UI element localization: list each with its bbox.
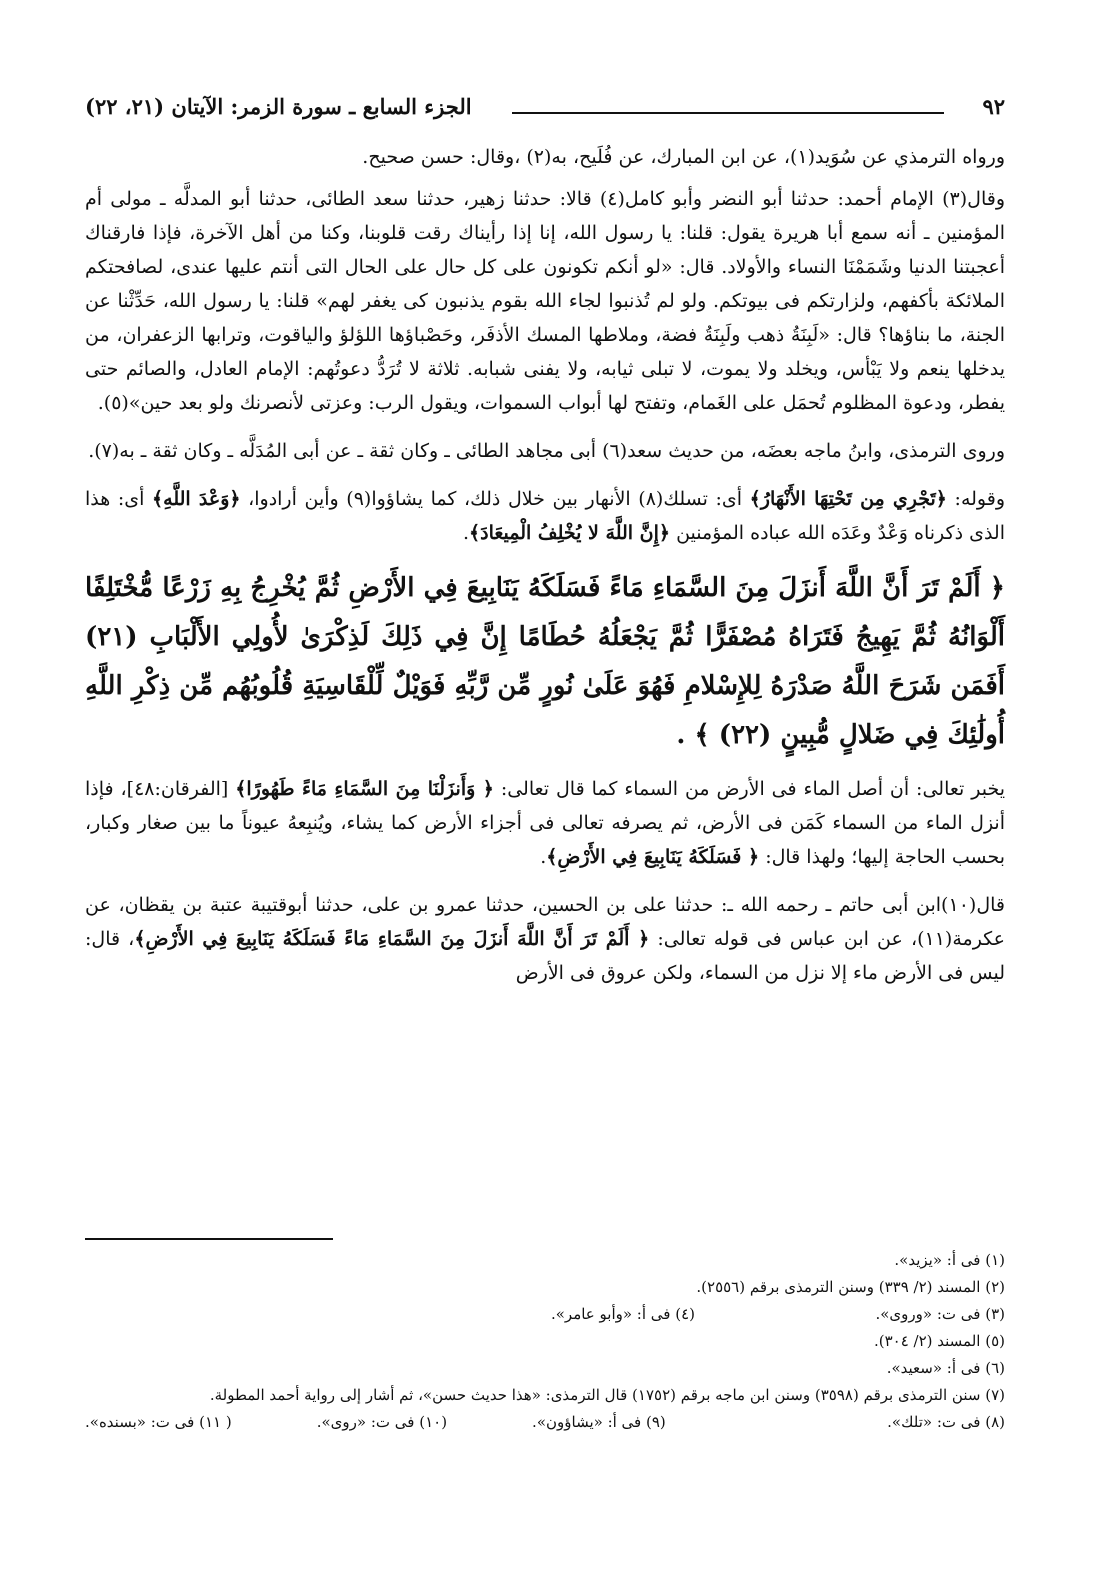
main-text <box>85 140 1005 990</box>
footnote-rule <box>85 1238 333 1240</box>
paragraph-riwaya: وروى الترمذى، وابنُ ماجه بعضَه، من حديث سعد(٦) أبى مجاهد الطائى ـ وكان ثقة ـ عن أبى المُدَلَّه ـ وكان ثقة ـ به(٧). <box>88 440 1005 462</box>
quran-verse-block: ﴿ أَلَمْ تَرَ أَنَّ اللَّهَ أَنزَلَ مِنَ السَّمَاءِ مَاءً فَسَلَكَهُ يَنَابِيعَ فِي الأَرْضِ ثُمَّ يُخْرِجُ بِهِ زَرْعًا مُّخْتَلِفًا أَلْوَانُهُ ثُمَّ يَهِيجُ فَتَرَاهُ مُصْفَرًّا ثُمَّ يَجْعَلُهُ حُطَامًا إِنَّ فِي ذَلِكَ لَذِكْرَىٰ لأُولِي الأَلْبَابِ (٢١) أَفَمَن شَرَحَ اللَّهُ صَدْرَهُ لِلإِسْلامِ فَهُوَ عَلَىٰ نُورٍ مِّن رَّبِّهِ فَوَيْلٌ لِّلْقَاسِيَةِ قُلُوبُهُم مِّن ذِكْرِ اللَّهِ أُولَٰئِكَ فِي ضَلالٍ مُّبِينٍ (٢٢) ﴾ . <box>85 573 1005 750</box>
quran-quote: ﴿ وَأَنزَلْنَا مِنَ السَّمَاءِ مَاءً طَهُورًا﴾ <box>235 778 494 800</box>
quran-quote: ﴿ فَسَلَكَهُ يَنَابِيعَ فِي الأَرْضِ﴾ <box>546 846 760 868</box>
quran-quote: ﴿ أَلَمْ تَرَ أَنَّ اللَّهَ أَنزَلَ مِنَ السَّمَاءِ مَاءً فَسَلَكَهُ يَنَابِيعَ فِي الأَرْضِ﴾ <box>134 928 650 950</box>
tafsir-text: يخبر تعالى: أن أصل الماء فى الأرض من السماء كما قال تعالى: <box>500 778 1006 800</box>
footnote-2: (٢) المسند (٢/ ٣٣٩) وسنن الترمذى برقم (٢٥٥٦). <box>696 1278 1005 1296</box>
footnote-10: (١٠) فى ت: «روى». <box>316 1413 448 1431</box>
page-number: ٩٢ <box>982 94 1005 119</box>
paragraph-tirmidhi: ورواه الترمذي عن سُوَيد(١)، عن ابن المبارك، عن فُلَيح، به(٢) ،وقال: حسن صحيح. <box>362 146 1005 168</box>
paragraph-tafsir-anhar <box>85 482 1005 550</box>
footnote-1: (١) فى أ: «يزيد». <box>894 1251 1005 1269</box>
footnote-row-3-4 <box>85 1301 1005 1328</box>
footnote-7: (٧) سنن الترمذى برقم (٣٥٩٨) وسنن ابن ماجه برقم (١٧٥٢) قال الترمذى: «هذا حديث حسن»، ثم أشار إلى رواية أحمد المطولة. <box>209 1386 1005 1404</box>
punctuation: . <box>540 846 547 868</box>
quran-quote: ﴿تَجْرِي مِن تَحْتِهَا الأَنْهَارُ﴾ <box>749 488 947 510</box>
footnote-6: (٦) فى أ: «سعيد». <box>886 1359 1005 1377</box>
tafsir-text: وقوله: <box>954 488 1005 510</box>
tafsir-text: أى: هذا الذى ذكرناه وَعْدٌ وعَدَه الله عباده المؤمنين <box>85 488 1005 544</box>
page-header <box>85 92 1005 128</box>
tafsir-text: ، قال: ليس فى الأرض ماء إلا نزل من السماء، ولكن عروق فى الأرض <box>85 928 1005 984</box>
tafsir-text: قال(١٠)ابن أبى حاتم ـ رحمه الله ـ: حدثنا على بن الحسين، حدثنا عمرو بن على، حدثنا أبوقتيبة عتبة بن يقظان، عن عكرمة(١١)، عن ابن عباس فى قوله تعالى: <box>85 894 1006 950</box>
punctuation: . <box>462 522 469 544</box>
running-title: الجزء السابع ـ سورة الزمر: الآيتان (٢١، ٢٢) <box>85 94 472 119</box>
footnote-5: (٥) المسند (٢/ ٣٠٤). <box>873 1332 1005 1350</box>
footnotes <box>85 1247 1005 1436</box>
footnote-4: (٤) فى أ: «وأبو عامر». <box>550 1305 695 1323</box>
footnote-11: ( ١١) فى ت: «بسنده». <box>85 1413 232 1431</box>
footnote-3: (٣) فى ت: «وروى». <box>875 1305 1005 1323</box>
quran-quote: ﴿وَعْدَ اللَّهِ﴾ <box>152 488 241 510</box>
paragraph-ahmad-hadith: وقال(٣) الإمام أحمد: حدثنا أبو النضر وأبو كامل(٤) قالا: حدثنا زهير، حدثنا سعد الطائى، حدثنا أبو المدلَّه ـ مولى أم المؤمنين ـ أنه سمع أبا هريرة يقول: قلنا: يا رسول الله، إنا إذا رأيناك رقت قلوبنا، وكنا من أهل الآخرة، فإذا فارقناك أعجبتنا الدنيا وشَمَمْنَا النساء والأولاد. قال: «لو أنكم تكونون على كل حال على الحال التى أنتم عليها عندى، لصافحتكم الملائكة بأكفهم، ولزارتكم فى بيوتكم. ولو لم تُذنبوا لجاء الله بقوم يذنبون كى يغفر لهم» قلنا: يا رسول الله، حَدِّثْنا عن الجنة، ما بناؤها؟ قال: «لَبِنَةُ ذهب ولَبِنَةُ فضة، وملاطها المسك الأذفَر، وحَصْباؤها اللؤلؤ والياقوت، وترابها الزعفران، من يدخلها ينعم ولا يَبْأس، ويخلد ولا يموت، لا تبلى ثيابه، ولا يفنى شبابه. ثلاثة لا تُرَدُّ دعوتُهم: الإمام العادل، والصائم حتى يفطر، ودعوة المظلوم تُحمَل على الغَمام، وتفتح لها أبواب السموات، ويقول الرب: وعزتى لأنصرنك ولو بعد حين»(٥). <box>85 188 1006 414</box>
header-rule <box>512 112 944 114</box>
quran-quote: ﴿إِنَّ اللَّهَ لا يُخْلِفُ الْمِيعَادَ﴾ <box>468 522 671 544</box>
paragraph-ibn-abi-hatim <box>85 888 1005 990</box>
tafsir-text: أى: تسلك(٨) الأنهار بين خلال ذلك، كما يشاؤوا(٩) وأين أرادوا، <box>248 488 743 510</box>
footnote-9: (٩) فى أ: «يشاؤون». <box>532 1413 666 1431</box>
paragraph-asl-al-maa <box>85 772 1005 874</box>
footnote-row-8-11 <box>85 1409 1005 1436</box>
tafsir-text: [الفرقان:٤٨]، فإذا أنزل الماء من السماء كَمَن فى الأرض، ثم يصرفه تعالى فى أجزاء الأرض كما يشاء، ويُنبِعهُ عيوناً ما بين صغار وكبار، بحسب الحاجة إليها؛ ولهذا قال: <box>85 778 1006 868</box>
footnote-8: (٨) فى ت: «تلك». <box>887 1413 1005 1431</box>
